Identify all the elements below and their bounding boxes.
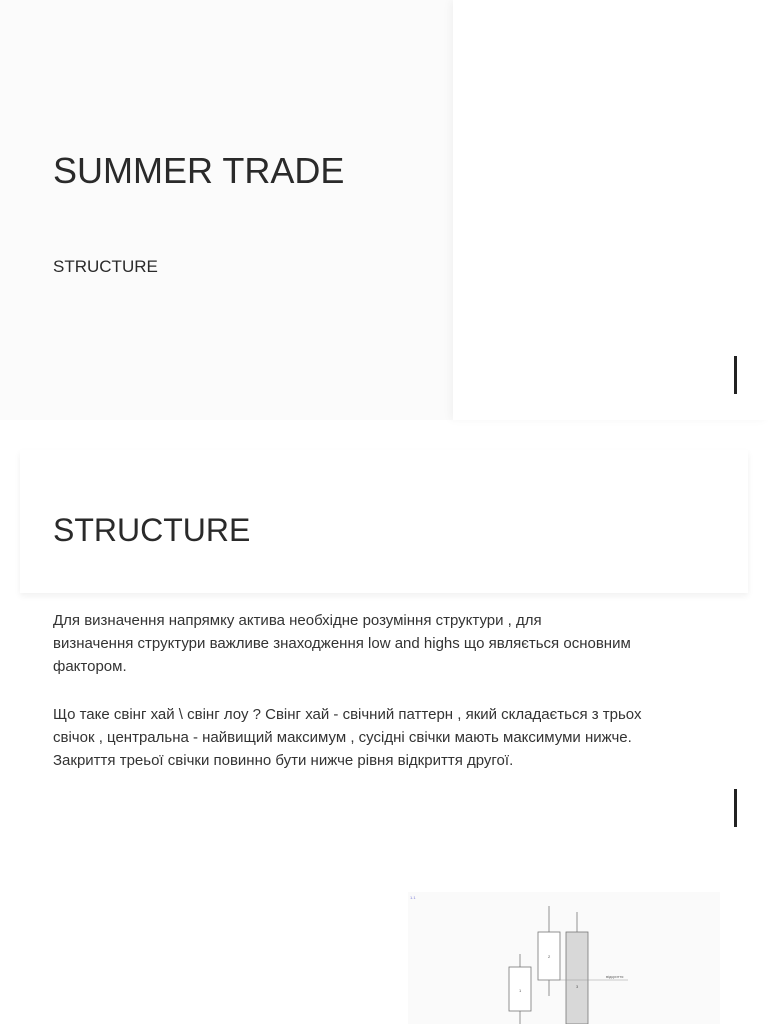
paragraph-1-line: Для визначення напрямку актива необхідне розуміння структури , для xyxy=(53,612,542,629)
candles-diagram xyxy=(408,892,720,1024)
text-cursor-marker xyxy=(734,356,737,394)
paragraph-1 xyxy=(53,609,703,678)
paragraph-2 xyxy=(53,703,703,772)
title-slide xyxy=(0,0,768,420)
right-panel xyxy=(453,0,768,420)
open-level-label: відкриття xyxy=(606,974,624,979)
swing-high-figure xyxy=(408,892,720,1024)
candle-1-label: 1 xyxy=(519,988,522,993)
figure-small-label: 1.1 xyxy=(410,895,416,900)
paragraph-2-line: Що таке свінг хай \ свінг лоу ? Свінг хай - свічний паттерн , який складається з трьох xyxy=(53,706,642,723)
paragraph-2-line: свічок , центральна - найвищий максимум , сусідні свічки мають максимуми нижче. xyxy=(53,729,632,746)
section-title: STRUCTURE xyxy=(53,512,251,548)
paragraph-1-line: фактором. xyxy=(53,658,127,675)
text-cursor-marker xyxy=(734,789,737,827)
subtitle-panel xyxy=(0,226,453,420)
candle-3-body xyxy=(566,932,588,1024)
paragraph-2-line: Закриття треьої свічки повинно бути нижче рівня відкриття другої. xyxy=(53,752,514,769)
paragraph-1-line: визначення структури важливе знаходження low and highs що являється основним xyxy=(53,635,631,652)
slide-subtitle: STRUCTURE xyxy=(53,257,158,276)
title-panel xyxy=(0,0,453,226)
slide-title: SUMMER TRADE xyxy=(53,150,345,191)
candle-3-label: 3 xyxy=(576,984,579,989)
candle-2-label: 2 xyxy=(548,954,551,959)
